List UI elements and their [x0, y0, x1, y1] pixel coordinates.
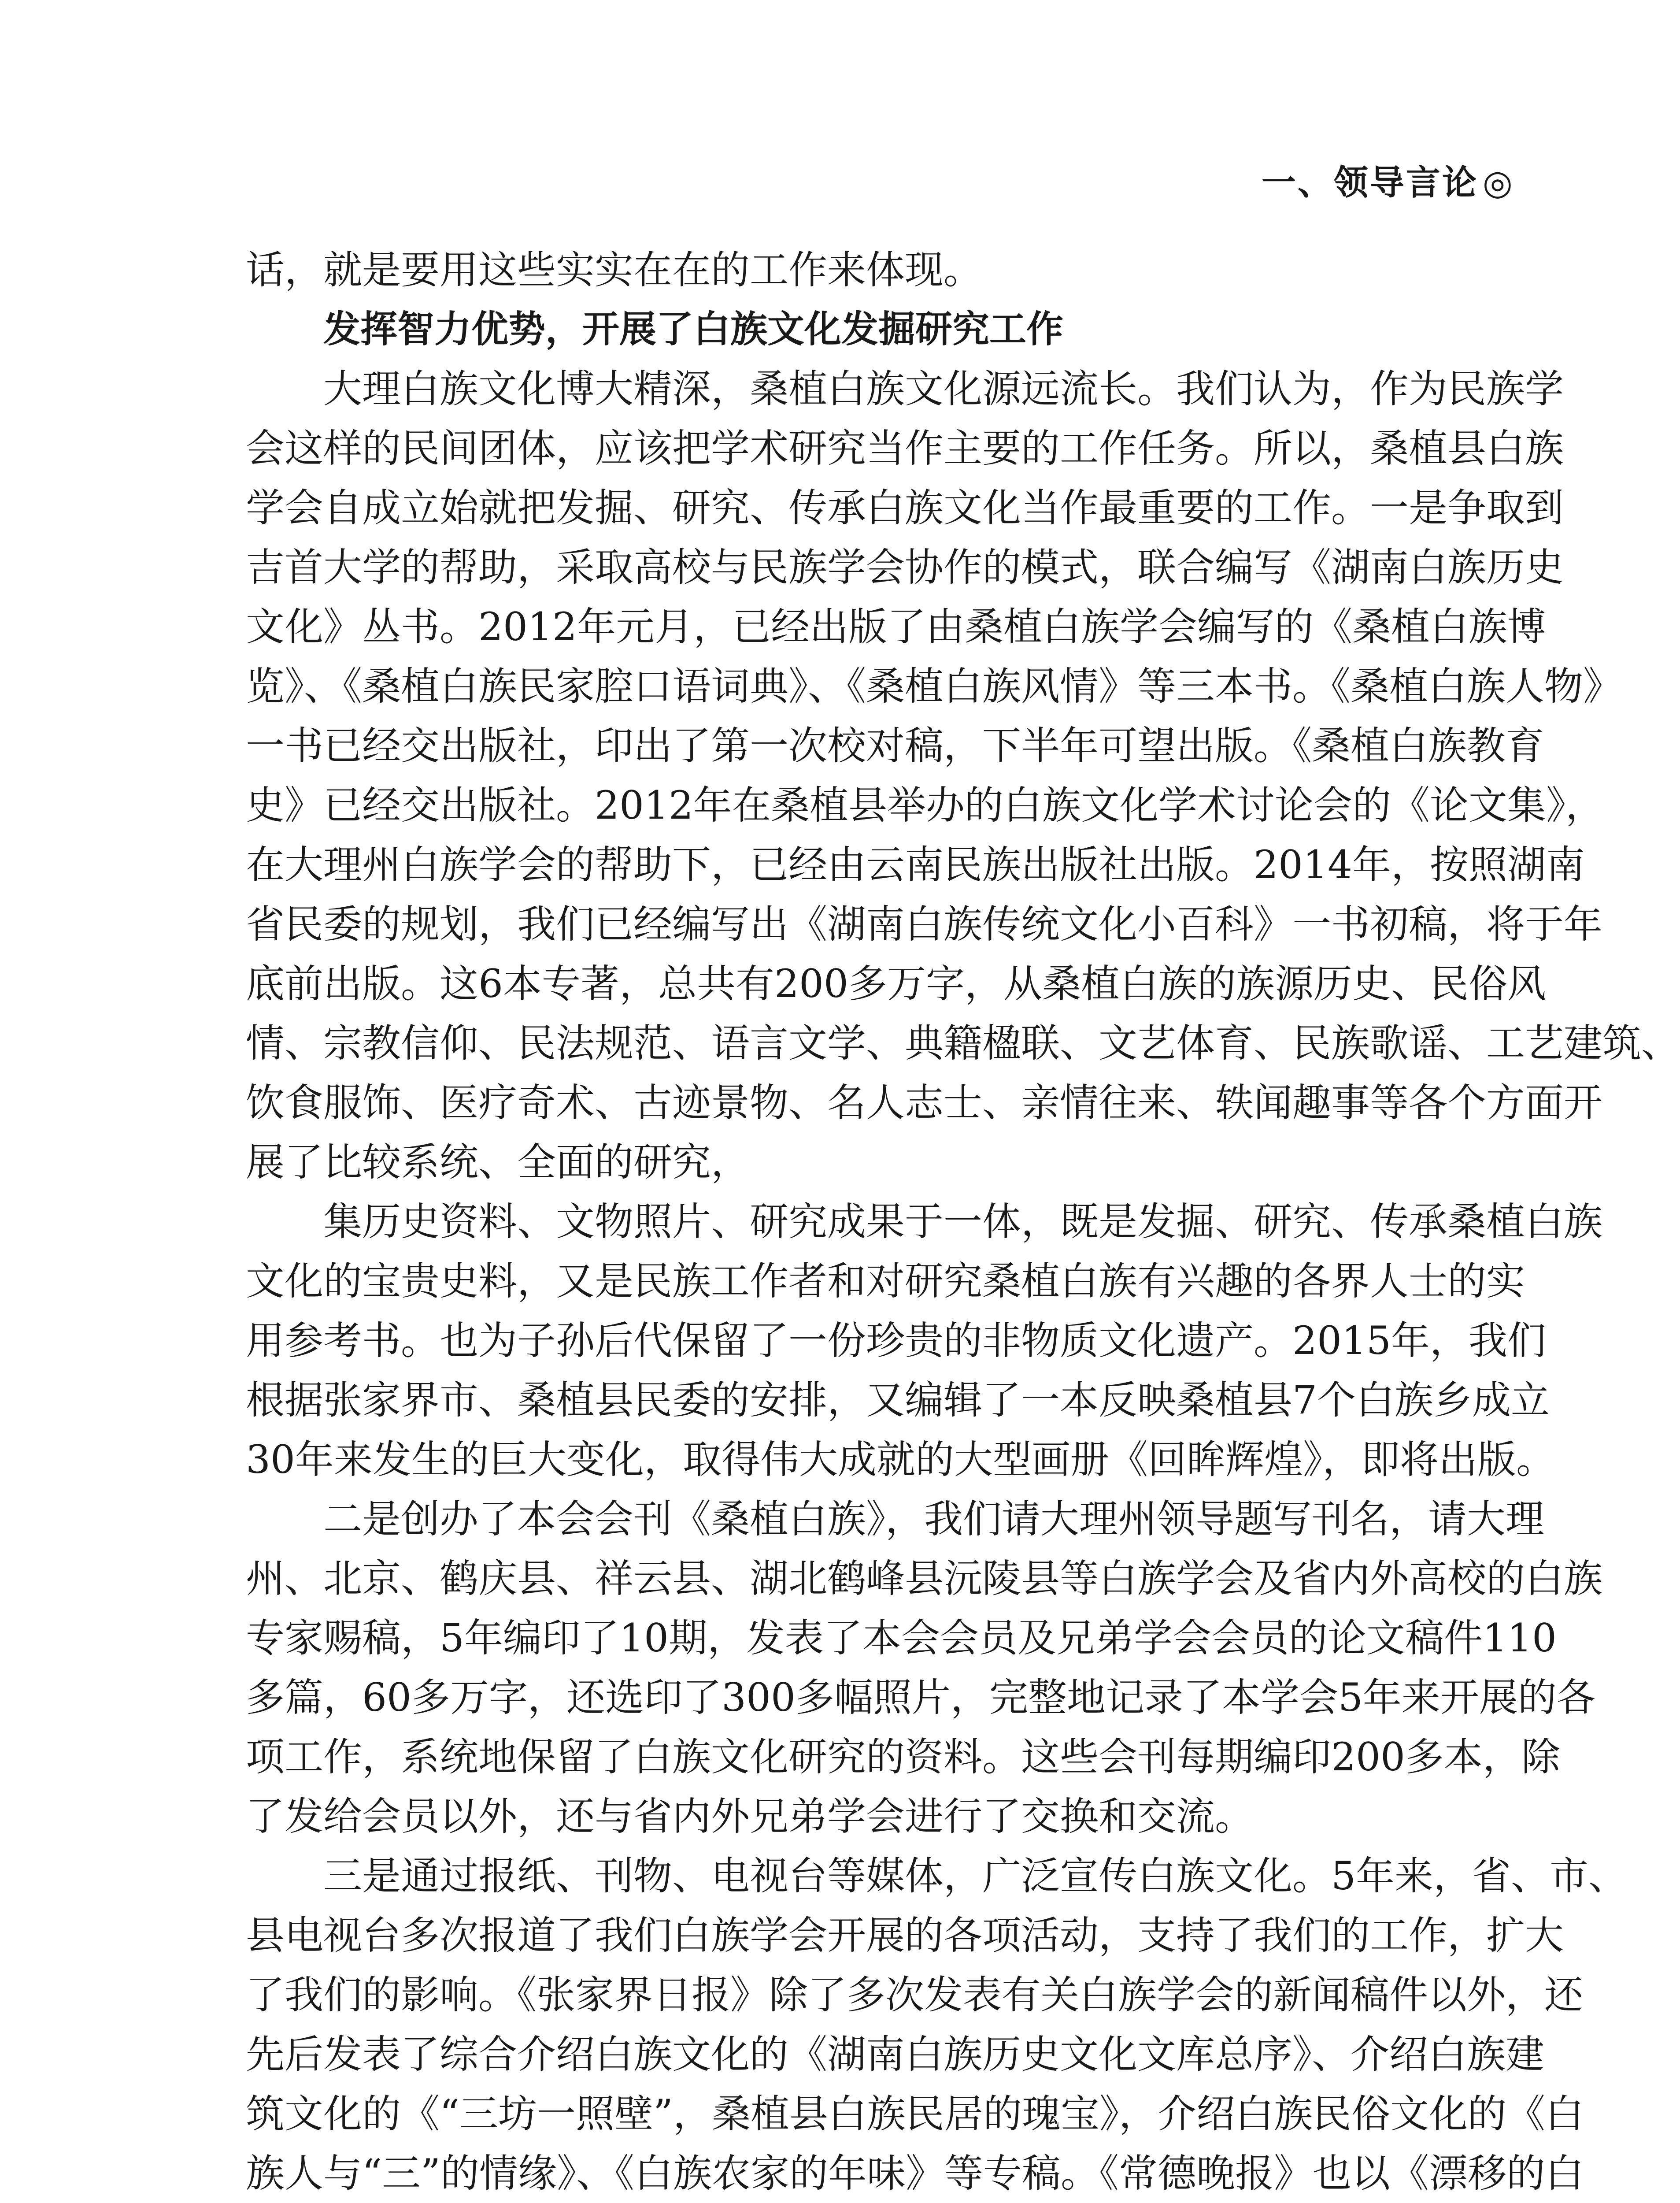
- text-line: 会这样的民间团体，应该把学术研究当作主要的工作任务。所以，桑植县白族: [246, 426, 1564, 471]
- text-line: 学会自成立始就把发掘、研究、传承白族文化当作最重要的工作。一是争取到: [246, 485, 1564, 530]
- text-line: 三是通过报纸、刊物、电视台等媒体，广泛宣传白族文化。5年来，省、市、: [323, 1853, 1627, 1899]
- text-line: 州、北京、鹤庆县、祥云县、湖北鹤峰县沅陵县等白族学会及省内外高校的白族: [246, 1556, 1603, 1601]
- text-line: 展了比较系统、全面的研究，: [246, 1139, 750, 1185]
- text-line: 用参考书。也为子孙后代保留了一份珍贵的非物质文化遗产。2015年，我们: [246, 1318, 1546, 1363]
- text-line: 省民委的规划，我们已经编写出《湖南白族传统文化小百科》一书初稿，将于年: [246, 901, 1603, 947]
- text-line: 筑文化的《“三坊一照壁”，桑植县白族民居的瑰宝》，介绍白族民俗文化的《白: [246, 2091, 1584, 2136]
- text-line: 情、宗教信仰、民法规范、语言文学、典籍楹联、文艺体育、民族歌谣、工艺建筑、: [246, 1020, 1680, 1066]
- running-header: [1262, 155, 1514, 204]
- text-line: 大理白族文化博大精深，桑植白族文化源远流长。我们认为，作为民族学: [323, 366, 1564, 412]
- text-line: 多篇，60多万字，还选印了300多幅照片，完整地记录了本学会5年来开展的各: [246, 1675, 1595, 1720]
- text-line: 先后发表了综合介绍白族文化的《湖南白族历史文化文库总序》、介绍白族建: [246, 2032, 1545, 2077]
- section-title: 一、领导言论: [1261, 163, 1478, 203]
- text-line: 底前出版。这6本专著，总共有200多万字，从桑植白族的族源历史、民俗风: [246, 961, 1546, 1006]
- text-line: 文化的宝贵史料，又是民族工作者和对研究桑植白族有兴趣的各界人士的实: [246, 1258, 1525, 1304]
- text-line: 一书已经交出版社，印出了第一次校对稿，下半年可望出版。《桑植白族教育: [246, 723, 1545, 768]
- text-line: 二是创办了本会会刊《桑植白族》，我们请大理州领导题写刊名，请大理: [323, 1496, 1545, 1542]
- text-line: 话，就是要用这些实实在在的工作来体现。: [246, 247, 983, 293]
- text-line: 文化》丛书。2012年元月，已经出版了由桑植白族学会编写的《桑植白族博: [246, 604, 1546, 649]
- text-line: 吉首大学的帮助，采取高校与民族学会协作的模式，联合编写《湖南白族历史: [246, 545, 1564, 590]
- text-line: 根据张家界市、桑植县民委的安排，又编辑了一本反映桑植县7个白族乡成立: [246, 1377, 1550, 1423]
- page-body: [246, 240, 1680, 2203]
- text-line: 了发给会员以外，还与省内外兄弟学会进行了交换和交流。: [246, 1794, 1254, 1839]
- section-heading: 发挥智力优势，开展了白族文化发掘研究工作: [323, 308, 1064, 351]
- text-line: 项工作，系统地保留了白族文化研究的资料。这些会刊每期编印200多本，除: [246, 1734, 1560, 1780]
- text-line: 览》、《桑植白族民家腔口语词典》、《桑植白族风情》等三本书。《桑植白族人物》: [246, 664, 1622, 709]
- text-line: 专家赐稿，5年编印了10期，发表了本会会员及兄弟学会会员的论文稿件110: [246, 1615, 1557, 1661]
- text-line: 了我们的影响。《张家界日报》除了多次发表有关白族学会的新闻稿件以外，还: [246, 1972, 1584, 2018]
- circle-mark-icon: ◎: [1482, 163, 1514, 203]
- text-line: 县电视台多次报道了我们白族学会开展的各项活动，支持了我们的工作，扩大: [246, 1913, 1564, 1958]
- text-line: 集历史资料、文物照片、研究成果于一体，既是发掘、研究、传承桑植白族: [323, 1199, 1603, 1244]
- text-line: 史》已经交出版社。2012年在桑植县举办的白族文化学术讨论会的《论文集》，: [246, 783, 1604, 828]
- text-line: 族人与“三”的情缘》、《白族农家的年味》等专稿。《常德晚报》也以《漂移的白: [246, 2151, 1584, 2196]
- text-line: 在大理州白族学会的帮助下，已经由云南民族出版社出版。2014年，按照湖南: [246, 842, 1585, 887]
- text-line: 饮食服饰、医疗奇术、古迹景物、名人志士、亲情往来、轶闻趣事等各个方面开: [246, 1080, 1603, 1125]
- text-line: 30年来发生的巨大变化，取得伟大成就的大型画册《回眸辉煌》，即将出版。: [246, 1437, 1555, 1482]
